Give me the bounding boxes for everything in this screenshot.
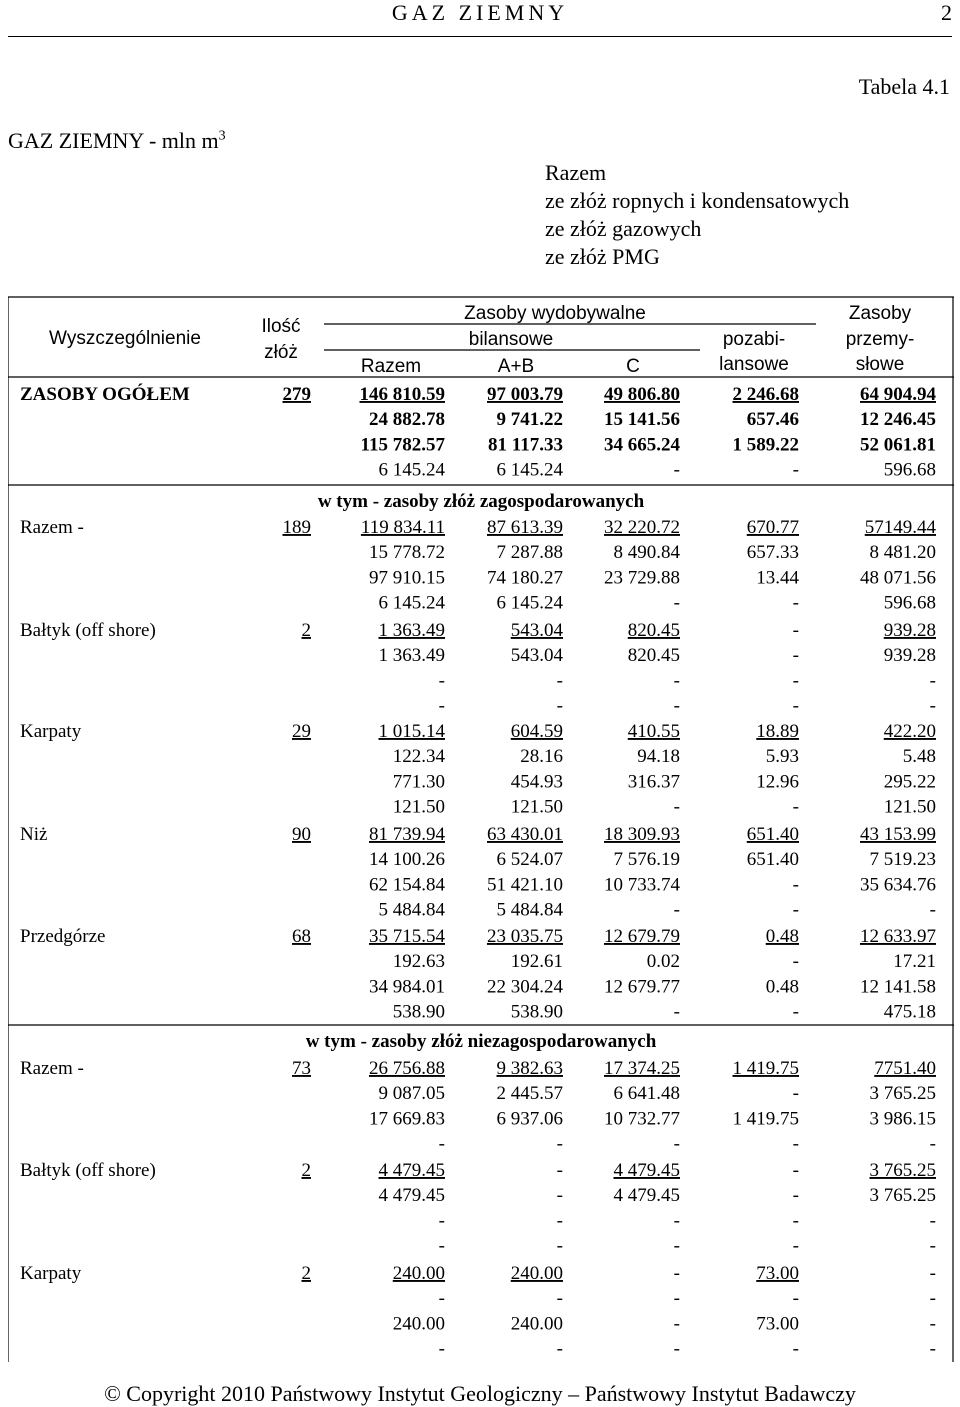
value-cell: 192.61 bbox=[510, 951, 563, 973]
footer bbox=[0, 1381, 960, 1407]
field-count: 2 bbox=[301, 620, 311, 641]
value-cell: 543.04 bbox=[510, 645, 563, 667]
table-label: Tabela 4.1 bbox=[858, 74, 950, 99]
value-cell: 63 430.01 bbox=[487, 824, 563, 845]
value-cell: 62 154.84 bbox=[369, 874, 445, 896]
value-cell: - bbox=[438, 1133, 445, 1155]
value-cell: - bbox=[673, 796, 680, 818]
header-zasoby-wydobywalne: Zasoby wydobywalne bbox=[464, 303, 646, 324]
value-cell: 1 363.49 bbox=[378, 620, 445, 641]
value-cell: 1 419.75 bbox=[732, 1108, 799, 1130]
field-count: 73 bbox=[292, 1058, 311, 1079]
value-cell: - bbox=[929, 695, 936, 717]
value-cell: - bbox=[556, 1288, 563, 1310]
value-cell: - bbox=[673, 1263, 680, 1284]
value-cell: - bbox=[556, 695, 563, 717]
value-cell: 316.37 bbox=[627, 771, 680, 793]
value-cell: - bbox=[929, 899, 936, 921]
value-cell: 94.18 bbox=[637, 746, 680, 768]
legend-line-total: Razem bbox=[545, 160, 607, 185]
header-wyszczegolnienie: Wyszczególnienie bbox=[49, 328, 201, 349]
value-cell: - bbox=[556, 1235, 563, 1257]
value-cell: 6 145.24 bbox=[496, 592, 563, 614]
value-cell: 5 484.84 bbox=[496, 899, 563, 921]
value-cell: - bbox=[929, 1313, 936, 1335]
doc-title-text: GAZ ZIEMNY - mln m bbox=[8, 128, 219, 153]
value-cell: 4 479.45 bbox=[378, 1160, 445, 1181]
footer-text: Copyright 2010 Państwowy Instytut Geologiczny – Państwowy Instytut Badawczy bbox=[126, 1381, 856, 1406]
value-cell: 6 145.24 bbox=[378, 592, 445, 614]
value-cell: 73.00 bbox=[756, 1263, 799, 1284]
value-cell: - bbox=[792, 899, 799, 921]
value-cell: - bbox=[438, 1338, 445, 1360]
row-label: Niż bbox=[20, 824, 48, 845]
value-cell: 97 003.79 bbox=[487, 384, 563, 405]
value-cell: 538.90 bbox=[392, 1001, 445, 1023]
value-cell: - bbox=[673, 670, 680, 692]
value-cell: - bbox=[556, 1210, 563, 1232]
value-cell: 5.48 bbox=[902, 746, 936, 768]
value-cell: 3 765.25 bbox=[869, 1083, 936, 1105]
value-cell: - bbox=[792, 1133, 799, 1155]
row-label: Karpaty bbox=[20, 1263, 82, 1284]
value-cell: 121.50 bbox=[510, 796, 563, 818]
value-cell: 10 733.74 bbox=[604, 874, 680, 896]
value-cell: 17.21 bbox=[893, 951, 936, 973]
legend-line-gas-fields: ze złóż gazowych bbox=[545, 216, 702, 241]
value-cell: 820.45 bbox=[627, 645, 680, 667]
value-cell: 97 910.15 bbox=[369, 567, 445, 589]
value-cell: - bbox=[792, 951, 799, 973]
header-pozabilansowe-cont: lansowe bbox=[719, 354, 789, 375]
value-cell: 651.40 bbox=[746, 824, 799, 845]
page-number: 2 bbox=[941, 0, 952, 25]
value-cell: 820.45 bbox=[627, 620, 680, 641]
doc-title bbox=[8, 128, 226, 154]
value-cell: - bbox=[792, 1001, 799, 1023]
row-label: ZASOBY OGÓŁEM bbox=[20, 384, 190, 405]
value-cell: 18 309.93 bbox=[604, 824, 680, 845]
value-cell: 73.00 bbox=[756, 1313, 799, 1335]
value-cell: 240.00 bbox=[510, 1263, 563, 1284]
field-count: 29 bbox=[292, 721, 311, 742]
value-cell: - bbox=[673, 459, 680, 481]
value-cell: - bbox=[438, 1235, 445, 1257]
value-cell: - bbox=[673, 1313, 680, 1335]
value-cell: 35 715.54 bbox=[369, 926, 445, 947]
value-cell: 6 145.24 bbox=[496, 459, 563, 481]
value-cell: 4 479.45 bbox=[378, 1185, 445, 1207]
value-cell: 121.50 bbox=[883, 796, 936, 818]
value-cell: 7751.40 bbox=[874, 1058, 936, 1079]
value-cell: 771.30 bbox=[392, 771, 445, 793]
value-cell: 6 145.24 bbox=[378, 459, 445, 481]
field-count: 189 bbox=[282, 517, 311, 538]
field-count: 2 bbox=[301, 1160, 311, 1181]
value-cell: 23 035.75 bbox=[487, 926, 563, 947]
value-cell: - bbox=[792, 1083, 799, 1105]
value-cell: - bbox=[673, 1338, 680, 1360]
value-cell: 26 756.88 bbox=[369, 1058, 445, 1079]
value-cell: 3 765.25 bbox=[869, 1160, 936, 1181]
value-cell: 3 986.15 bbox=[869, 1108, 936, 1130]
value-cell: - bbox=[556, 1160, 563, 1181]
value-cell: 657.46 bbox=[746, 409, 799, 431]
value-cell: 57149.44 bbox=[864, 517, 936, 538]
header-title: GAZ ZIEMNY bbox=[391, 0, 569, 25]
value-cell: 52 061.81 bbox=[860, 434, 936, 456]
value-cell: 12 141.58 bbox=[860, 976, 936, 998]
value-cell: 240.00 bbox=[392, 1263, 445, 1284]
value-cell: 34 665.24 bbox=[604, 434, 680, 456]
value-cell: 240.00 bbox=[510, 1313, 563, 1335]
value-cell: 5 484.84 bbox=[378, 899, 445, 921]
value-cell: 596.68 bbox=[883, 592, 936, 614]
value-cell: 7 576.19 bbox=[613, 849, 680, 871]
field-count: 90 bbox=[292, 824, 311, 845]
value-cell: 240.00 bbox=[392, 1313, 445, 1335]
value-cell: 23 729.88 bbox=[604, 567, 680, 589]
value-cell: - bbox=[673, 1001, 680, 1023]
reserves-table bbox=[8, 296, 954, 1362]
value-cell: 64 904.94 bbox=[860, 384, 936, 405]
value-cell: 651.40 bbox=[746, 849, 799, 871]
value-cell: 14 100.26 bbox=[369, 849, 445, 871]
header-bilansowe: bilansowe bbox=[468, 329, 554, 350]
section-heading: w tym - zasoby złóż zagospodarowanych bbox=[317, 491, 645, 512]
value-cell: 13.44 bbox=[756, 567, 799, 589]
value-cell: 87 613.39 bbox=[487, 517, 563, 538]
value-cell: 22 304.24 bbox=[487, 976, 563, 998]
value-cell: - bbox=[792, 1288, 799, 1310]
value-cell: - bbox=[929, 1133, 936, 1155]
value-cell: 7 287.88 bbox=[496, 542, 563, 564]
field-count: 68 bbox=[292, 926, 311, 947]
value-cell: 475.18 bbox=[883, 1001, 936, 1023]
section-heading: w tym - zasoby złóż niezagospodarowanych bbox=[305, 1031, 657, 1052]
value-cell: 10 732.77 bbox=[604, 1108, 680, 1130]
field-count: 279 bbox=[282, 384, 311, 405]
value-cell: 4 479.45 bbox=[613, 1185, 680, 1207]
value-cell: 12 679.77 bbox=[604, 976, 680, 998]
value-cell: 43 153.99 bbox=[860, 824, 936, 845]
value-cell: 17 374.25 bbox=[604, 1058, 680, 1079]
value-cell: 939.28 bbox=[883, 620, 936, 641]
header-pozabilansowe: pozabi- bbox=[722, 329, 786, 350]
value-cell: - bbox=[792, 459, 799, 481]
row-legend bbox=[545, 159, 849, 271]
value-cell: - bbox=[792, 1185, 799, 1207]
value-cell: 0.02 bbox=[646, 951, 680, 973]
value-cell: - bbox=[438, 1288, 445, 1310]
value-cell: - bbox=[673, 899, 680, 921]
field-count: 2 bbox=[301, 1263, 311, 1284]
value-cell: - bbox=[673, 1288, 680, 1310]
row-label: Przedgórze bbox=[20, 926, 106, 947]
value-cell: - bbox=[929, 1235, 936, 1257]
value-cell: 1 363.49 bbox=[378, 645, 445, 667]
value-cell: 8 490.84 bbox=[613, 542, 680, 564]
value-cell: 939.28 bbox=[883, 645, 936, 667]
row-label: Bałtyk (off shore) bbox=[20, 620, 156, 641]
value-cell: 1 419.75 bbox=[732, 1058, 799, 1079]
value-cell: 422.20 bbox=[883, 721, 936, 742]
value-cell: - bbox=[556, 1185, 563, 1207]
value-cell: - bbox=[929, 1210, 936, 1232]
value-cell: 1 589.22 bbox=[732, 434, 799, 456]
row-label: Razem - bbox=[20, 517, 84, 538]
value-cell: 7 519.23 bbox=[869, 849, 936, 871]
value-cell: 9 382.63 bbox=[496, 1058, 563, 1079]
value-cell: 9 087.05 bbox=[378, 1083, 445, 1105]
value-cell: 192.63 bbox=[392, 951, 445, 973]
header-przemyslowe-end: słowe bbox=[855, 354, 905, 375]
value-cell: - bbox=[673, 1133, 680, 1155]
value-cell: 48 071.56 bbox=[860, 567, 936, 589]
value-cell: - bbox=[929, 670, 936, 692]
legend-line-pmg: ze złóż PMG bbox=[545, 244, 660, 269]
header-rule bbox=[8, 36, 952, 37]
value-cell: 3 765.25 bbox=[869, 1185, 936, 1207]
value-cell: - bbox=[673, 592, 680, 614]
value-cell: 6 937.06 bbox=[496, 1108, 563, 1130]
value-cell: - bbox=[792, 670, 799, 692]
value-cell: 121.50 bbox=[392, 796, 445, 818]
value-cell: 146 810.59 bbox=[359, 384, 445, 405]
value-cell: 34 984.01 bbox=[369, 976, 445, 998]
value-cell: - bbox=[438, 1210, 445, 1232]
value-cell: 8 481.20 bbox=[869, 542, 936, 564]
value-cell: 5.93 bbox=[765, 746, 799, 768]
value-cell: - bbox=[673, 1210, 680, 1232]
header-przemyslowe-cont: przemy- bbox=[845, 329, 915, 350]
value-cell: 295.22 bbox=[883, 771, 936, 793]
value-cell: 12.96 bbox=[756, 771, 799, 793]
value-cell: - bbox=[556, 670, 563, 692]
value-cell: - bbox=[929, 1263, 936, 1284]
value-cell: 115 782.57 bbox=[360, 434, 445, 456]
value-cell: 17 669.83 bbox=[369, 1108, 445, 1130]
value-cell: - bbox=[792, 645, 799, 667]
header-przemyslowe: Zasoby bbox=[848, 303, 912, 324]
value-cell: 0.48 bbox=[765, 976, 799, 998]
value-cell: 51 421.10 bbox=[487, 874, 563, 896]
value-cell: - bbox=[929, 1288, 936, 1310]
value-cell: 81 117.33 bbox=[488, 434, 563, 456]
value-cell: - bbox=[792, 1210, 799, 1232]
value-cell: 74 180.27 bbox=[487, 567, 563, 589]
value-cell: 0.48 bbox=[765, 926, 799, 947]
value-cell: - bbox=[556, 1133, 563, 1155]
header-ilosc-zloz: złóż bbox=[264, 342, 298, 363]
row-label: Bałtyk (off shore) bbox=[20, 1160, 156, 1181]
value-cell: - bbox=[929, 1338, 936, 1360]
value-cell: - bbox=[792, 874, 799, 896]
legend-line-oil-condensate: ze złóż ropnych i kondensatowych bbox=[545, 188, 850, 213]
value-cell: 604.59 bbox=[510, 721, 563, 742]
value-cell: - bbox=[792, 592, 799, 614]
value-cell: 6 641.48 bbox=[613, 1083, 680, 1105]
header-razem: Razem bbox=[360, 356, 422, 377]
value-cell: 32 220.72 bbox=[604, 517, 680, 538]
value-cell: 596.68 bbox=[883, 459, 936, 481]
header-ab: A+B bbox=[497, 356, 535, 377]
value-cell: - bbox=[438, 670, 445, 692]
value-cell: - bbox=[792, 695, 799, 717]
value-cell: - bbox=[792, 620, 799, 641]
value-cell: 410.55 bbox=[627, 721, 680, 742]
value-cell: 18.89 bbox=[756, 721, 799, 742]
value-cell: 670.77 bbox=[746, 517, 799, 538]
row-label: Razem - bbox=[20, 1058, 84, 1079]
value-cell: 15 778.72 bbox=[369, 542, 445, 564]
value-cell: - bbox=[792, 796, 799, 818]
value-cell: 35 634.76 bbox=[860, 874, 936, 896]
value-cell: - bbox=[556, 1338, 563, 1360]
value-cell: 12 679.79 bbox=[604, 926, 680, 947]
value-cell: 81 739.94 bbox=[369, 824, 445, 845]
value-cell: - bbox=[673, 1235, 680, 1257]
value-cell: 49 806.80 bbox=[604, 384, 680, 405]
value-cell: 9 741.22 bbox=[496, 409, 563, 431]
header-ilosc: Ilość bbox=[261, 316, 301, 337]
value-cell: 2 246.68 bbox=[732, 384, 799, 405]
doc-title-exponent: 3 bbox=[218, 128, 226, 144]
value-cell: 15 141.56 bbox=[604, 409, 680, 431]
header-c: C bbox=[626, 356, 640, 377]
value-cell: 4 479.45 bbox=[613, 1160, 680, 1181]
value-cell: - bbox=[792, 1235, 799, 1257]
value-cell: - bbox=[792, 1338, 799, 1360]
value-cell: 454.93 bbox=[510, 771, 563, 793]
value-cell: 24 882.78 bbox=[369, 409, 445, 431]
value-cell: 1 015.14 bbox=[378, 721, 445, 742]
value-cell: - bbox=[673, 695, 680, 717]
value-cell: 543.04 bbox=[510, 620, 563, 641]
value-cell: 119 834.11 bbox=[360, 517, 445, 538]
value-cell: - bbox=[792, 1160, 799, 1181]
value-cell: 6 524.07 bbox=[496, 849, 563, 871]
value-cell: - bbox=[438, 695, 445, 717]
value-cell: 538.90 bbox=[510, 1001, 563, 1023]
value-cell: 122.34 bbox=[392, 746, 445, 768]
value-cell: 12 246.45 bbox=[860, 409, 936, 431]
value-cell: 2 445.57 bbox=[496, 1083, 563, 1105]
value-cell: 657.33 bbox=[746, 542, 799, 564]
value-cell: 28.16 bbox=[520, 746, 563, 768]
copyright-icon: © bbox=[104, 1381, 121, 1406]
reserves-table-grid bbox=[8, 296, 954, 1362]
row-label: Karpaty bbox=[20, 721, 82, 742]
value-cell: 12 633.97 bbox=[860, 926, 936, 947]
